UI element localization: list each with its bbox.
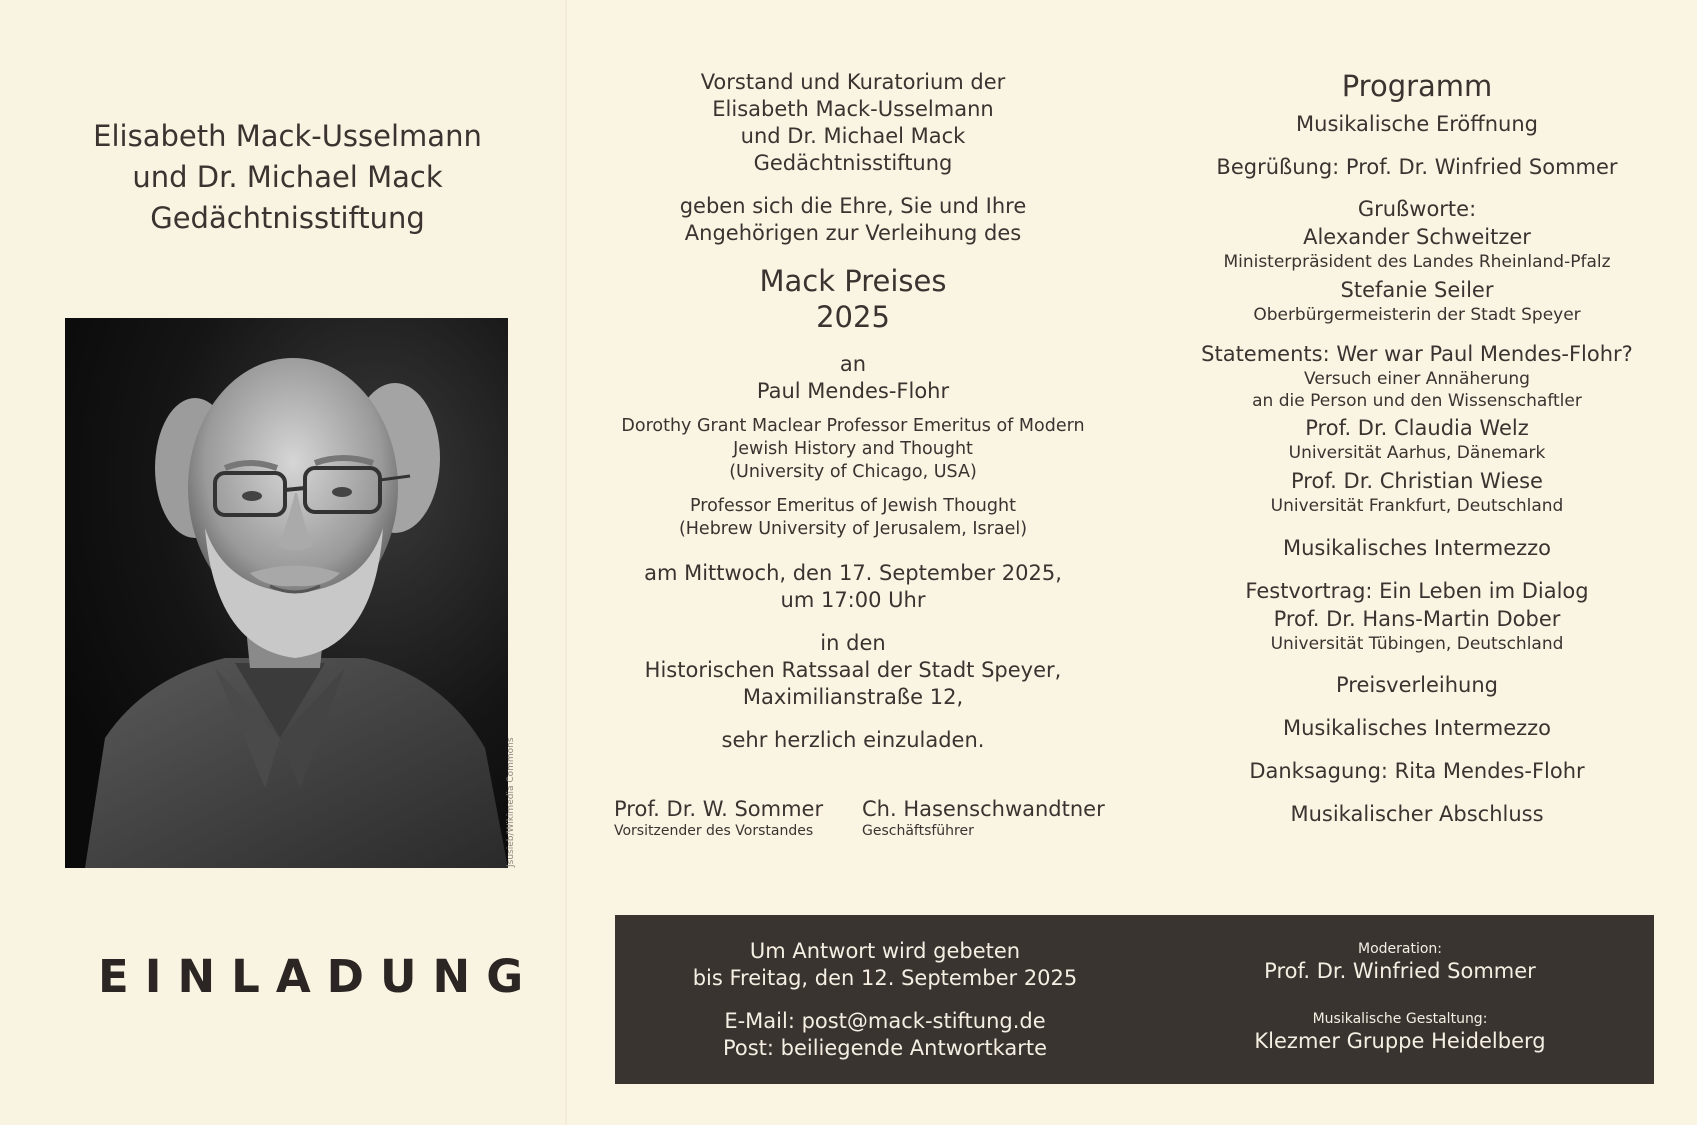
signature-role: Geschäftsführer: [862, 823, 974, 839]
signature-manager: [862, 796, 1105, 840]
program-subtitle: an die Person und den Wissenschaftler: [1252, 391, 1582, 411]
program-item: Festvortrag: Ein Leben im Dialog: [1245, 579, 1589, 603]
program-item: Musikalischer Abschluss: [1290, 802, 1544, 826]
program: [1180, 66, 1654, 828]
affiliation-line: (Hebrew University of Jerusalem, Israel): [678, 519, 1028, 539]
rsvp-box: [615, 915, 1654, 1084]
signature-role: Vorsitzender des Vorstandes: [614, 823, 814, 839]
speaker-role: Universität Tübingen, Deutschland: [1270, 634, 1564, 654]
affiliation-line: Jewish History and Thought: [733, 439, 973, 459]
invitation-title: EINLADUNG: [98, 950, 540, 1003]
speaker-role: Oberbürgermeisterin der Stadt Speyer: [1253, 305, 1581, 325]
affiliation-block-1: [600, 415, 1106, 484]
portrait-illustration: [65, 318, 508, 868]
rsvp-deadline: bis Freitag, den 12. September 2025: [692, 966, 1078, 990]
intro-line: Elisabeth Mack-Usselmann: [712, 97, 994, 121]
invite-line: geben sich die Ehre, Sie und Ihre: [679, 194, 1027, 218]
program-heading: Programm: [1341, 69, 1493, 103]
affiliation-line: Dorothy Grant Maclear Professor Emeritus of Modern: [621, 416, 1085, 436]
signature-chairman: [614, 796, 823, 840]
program-subtitle: Versuch einer Annäherung: [1304, 369, 1530, 389]
closing-line: sehr herzlich einzuladen.: [721, 728, 985, 752]
date-line: am Mittwoch, den 17. September 2025,: [644, 561, 1062, 585]
affiliation-line: Professor Emeritus of Jewish Thought: [690, 496, 1016, 516]
laureate-block: [600, 351, 1106, 405]
rsvp-info: [645, 938, 1125, 1062]
foundation-line: Elisabeth Mack-Usselmann: [93, 119, 482, 153]
program-item: Musikalische Eröffnung: [1296, 112, 1538, 136]
program-item: Musikalisches Intermezzo: [1282, 716, 1552, 740]
program-item: Danksagung: Rita Mendes-Flohr: [1249, 759, 1585, 783]
signature-name: Prof. Dr. W. Sommer: [614, 797, 824, 821]
foundation-line: Gedächtnisstiftung: [150, 201, 425, 235]
affiliation-block-2: [600, 495, 1106, 541]
intro-line: Vorstand und Kuratorium der: [700, 70, 1006, 94]
rsvp-post: Post: beiliegende Antwortkarte: [722, 1036, 1048, 1060]
speaker-name: Prof. Dr. Claudia Welz: [1305, 416, 1529, 440]
music-label: Musikalische Gestaltung:: [1312, 1011, 1488, 1027]
speaker-role: Universität Aarhus, Dänemark: [1288, 443, 1546, 463]
speaker-role: Universität Frankfurt, Deutschland: [1270, 496, 1564, 516]
speaker-name: Stefanie Seiler: [1340, 278, 1494, 302]
date-block: [600, 560, 1106, 614]
speaker-role: Ministerpräsident des Landes Rheinland-Pfalz: [1223, 252, 1611, 272]
an-text: an: [839, 352, 867, 376]
speaker-name: Prof. Dr. Hans-Martin Dober: [1273, 607, 1561, 631]
signatures: [614, 796, 1114, 846]
prize-line: Mack Preises: [759, 264, 947, 298]
program-item: Preisverleihung: [1336, 673, 1498, 697]
intro-line: Gedächtnisstiftung: [753, 151, 953, 175]
music-name: Klezmer Gruppe Heidelberg: [1254, 1029, 1546, 1053]
invitation-text: [600, 66, 1106, 754]
moderation-label: Moderation:: [1357, 941, 1442, 957]
prize-line: 2025: [816, 300, 890, 334]
time-line: um 17:00 Uhr: [780, 588, 926, 612]
rsvp-line: Um Antwort wird gebeten: [749, 939, 1021, 963]
moderation-name: Prof. Dr. Winfried Sommer: [1264, 959, 1536, 983]
program-item: Grußworte:: [1357, 197, 1477, 221]
rsvp-email: E-Mail: post@mack-stiftung.de: [724, 1009, 1046, 1033]
program-item: Musikalisches Intermezzo: [1282, 536, 1552, 560]
prize-title: [600, 263, 1106, 335]
photo-credit: Jsusieb/Wikimedia Commons: [506, 737, 516, 867]
program-item: Begrüßung: Prof. Dr. Winfried Sommer: [1216, 155, 1618, 179]
venue-line: in den: [820, 631, 886, 655]
venue-line: Maximilianstraße 12,: [742, 685, 964, 709]
fold-line: [565, 0, 567, 1125]
speaker-name: Alexander Schweitzer: [1303, 225, 1531, 249]
event-credits: [1175, 940, 1625, 1055]
intro-line: und Dr. Michael Mack: [740, 124, 966, 148]
foundation-line: und Dr. Michael Mack: [132, 160, 443, 194]
invite-line: Angehörigen zur Verleihung des: [684, 221, 1022, 245]
invite-block: [600, 193, 1106, 247]
program-item: Statements: Wer war Paul Mendes-Flohr?: [1201, 342, 1633, 366]
signature-name: Ch. Hasenschwandtner: [862, 797, 1105, 821]
portrait-photo: [65, 318, 508, 868]
foundation-name: [40, 116, 535, 239]
intro-block: [600, 69, 1106, 177]
laureate-name: Paul Mendes-Flohr: [756, 379, 950, 403]
venue-block: [600, 630, 1106, 711]
venue-line: Historischen Ratssaal der Stadt Speyer,: [644, 658, 1062, 682]
affiliation-line: (University of Chicago, USA): [729, 462, 977, 482]
speaker-name: Prof. Dr. Christian Wiese: [1291, 469, 1543, 493]
